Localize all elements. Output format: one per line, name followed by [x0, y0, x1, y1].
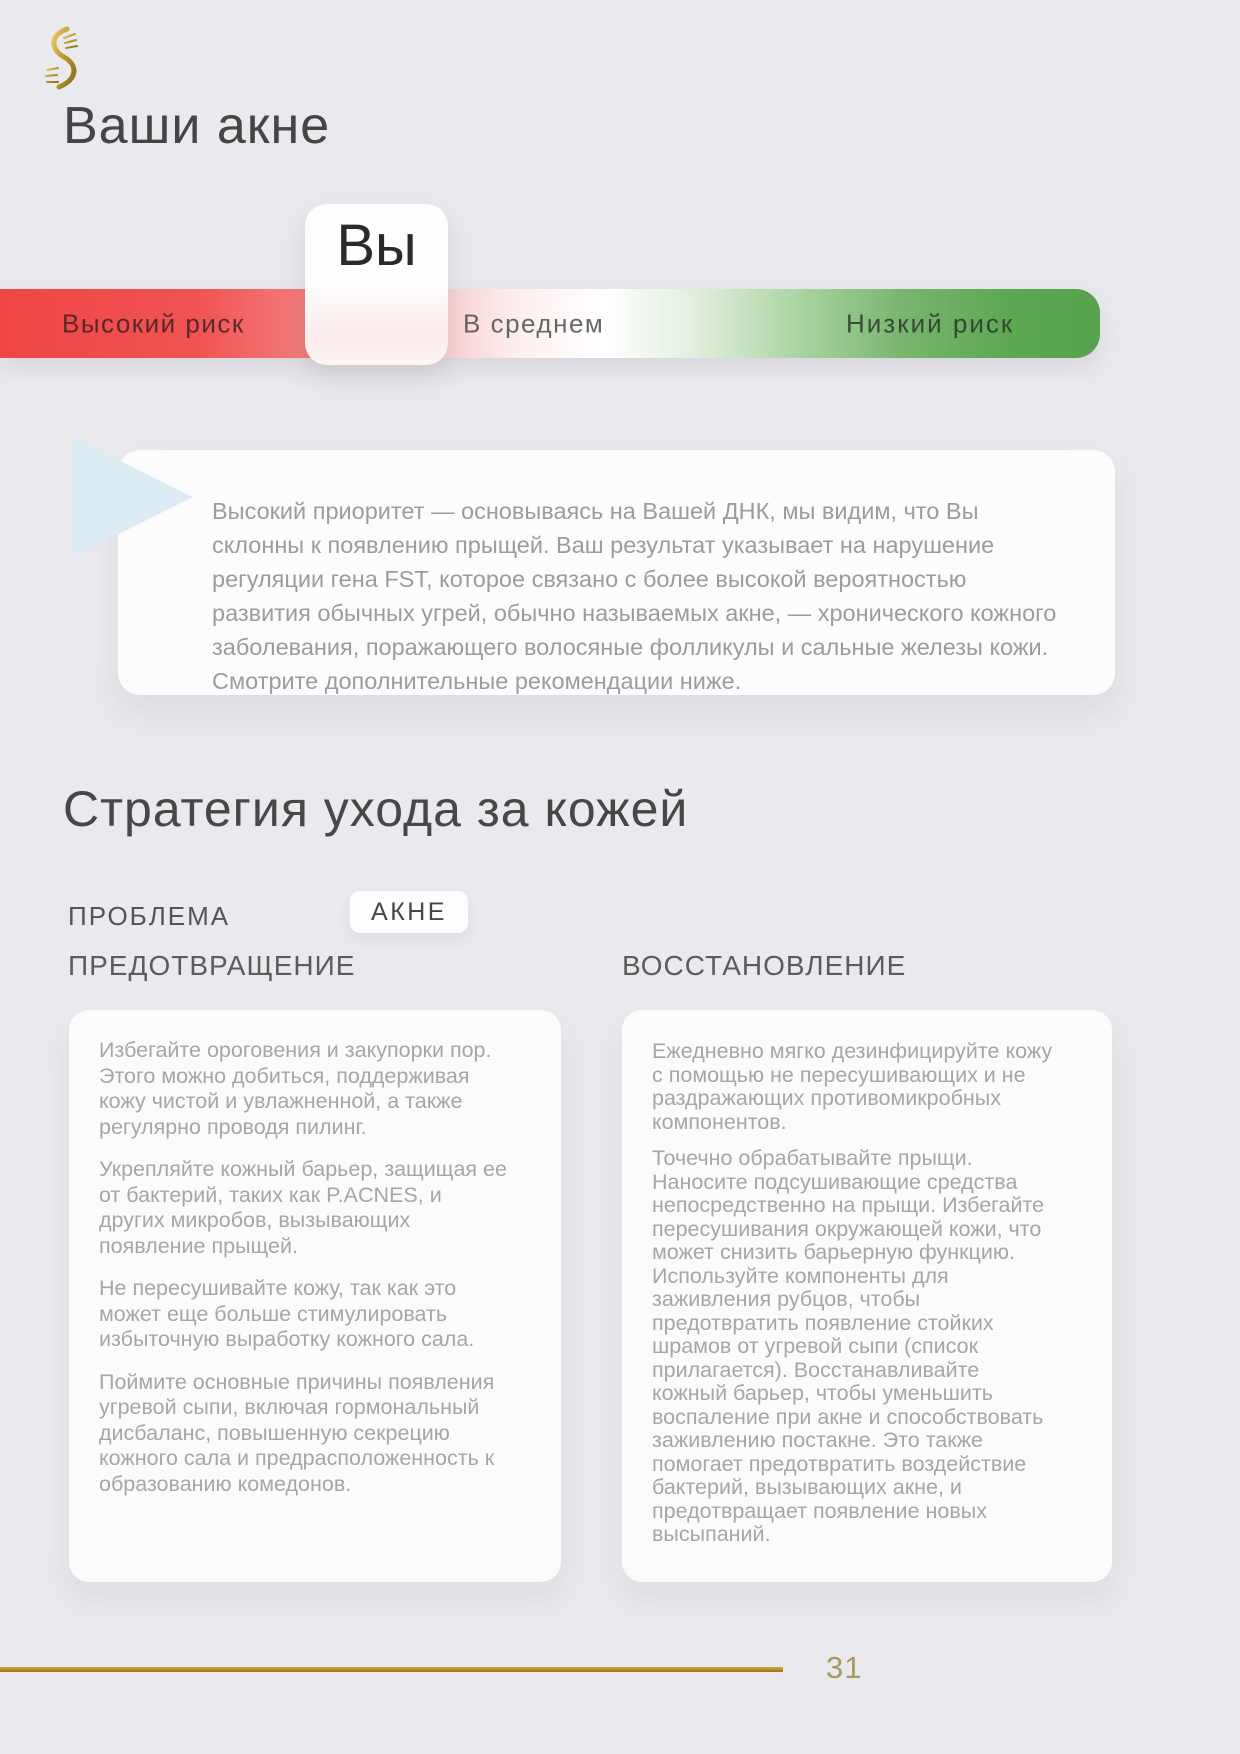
prevention-paragraph: Укрепляйте кожный барьер, защищая ее от бактерий, таких как P.ACNES, и других микробов, вызывающих появление прыщей. [99, 1157, 507, 1258]
risk-label-high: Высокий риск [62, 308, 245, 338]
column-header-restoration: ВОССТАНОВЛЕНИЕ [622, 950, 907, 981]
problem-value-badge [350, 891, 468, 933]
prevention-paragraph: Поймите основные причины появления угревой сыпи, включая гормональный дисбаланс, повышенную секрецию кожного сала и предрасположенность к образованию комедонов. [99, 1369, 495, 1496]
risk-gradient-bar [0, 289, 1100, 358]
priority-note-text: Высокий приоритет — основываясь на Вашей ДНК, мы видим, что Вы склонны к появлению прыщей. Ваш результат указывает на нарушение регуляции гена FST, которое связано с более высокой вероятностью развития обычных угрей, обычно называемых акне, — хронического кожного заболевания, поражающего волосяные фолликулы и сальные железы кожи. Смотрите дополнительные рекомендации ниже. [212, 498, 1057, 694]
prevention-card [69, 1010, 561, 1582]
page-number: 31 [826, 1650, 863, 1685]
you-marker-label: Вы [336, 213, 417, 278]
risk-label-low: Низкий риск [846, 308, 1015, 338]
dna-helix-icon [44, 26, 80, 90]
problem-value: АКНЕ [371, 897, 447, 926]
problem-label: ПРОБЛЕМА [68, 901, 231, 931]
prevention-paragraph: Избегайте ороговения и закупорки пор. Этого можно добиться, поддерживая кожу чистой и увлажненной, а также регулярно проводя пилинг. [99, 1038, 492, 1139]
priority-note-card [118, 450, 1115, 695]
restoration-paragraph: Точечно обрабатывайте прыщи. Наносите подсушивающие средства непосредственно на прыщи. Избегайте пересушивания окружающей кожи, что может снизить барьерную функцию. Используйте компоненты для заживления рубцов, чтобы предотвратить появление стойких шрамов от угревой сыпи (список прилагается). Восстанавливайте кожный барьер, чтобы уменьшить воспаление при акне и способствовать заживлению постакне. Это также помогает предотвратить воздействие бактерий, вызывающих акне, и предотвращает появление новых высыпаний. [652, 1146, 1045, 1546]
page-title: Ваши акне [63, 97, 331, 155]
footer-gold-rule [0, 1667, 783, 1672]
section-title: Стратегия ухода за кожей [63, 781, 689, 837]
restoration-paragraph: Ежедневно мягко дезинфицируйте кожу с помощью не пересушивающих и не раздражающих противомикробных компонентов. [652, 1039, 1053, 1134]
prevention-paragraph: Не пересушивайте кожу, так как это может еще больше стимулировать избыточную выработку кожного сала. [99, 1276, 475, 1351]
you-marker-card [305, 204, 448, 365]
risk-label-medium: В среднем [463, 308, 605, 338]
column-header-prevention: ПРЕДОТВРАЩЕНИЕ [68, 950, 356, 981]
restoration-card [622, 1010, 1112, 1582]
